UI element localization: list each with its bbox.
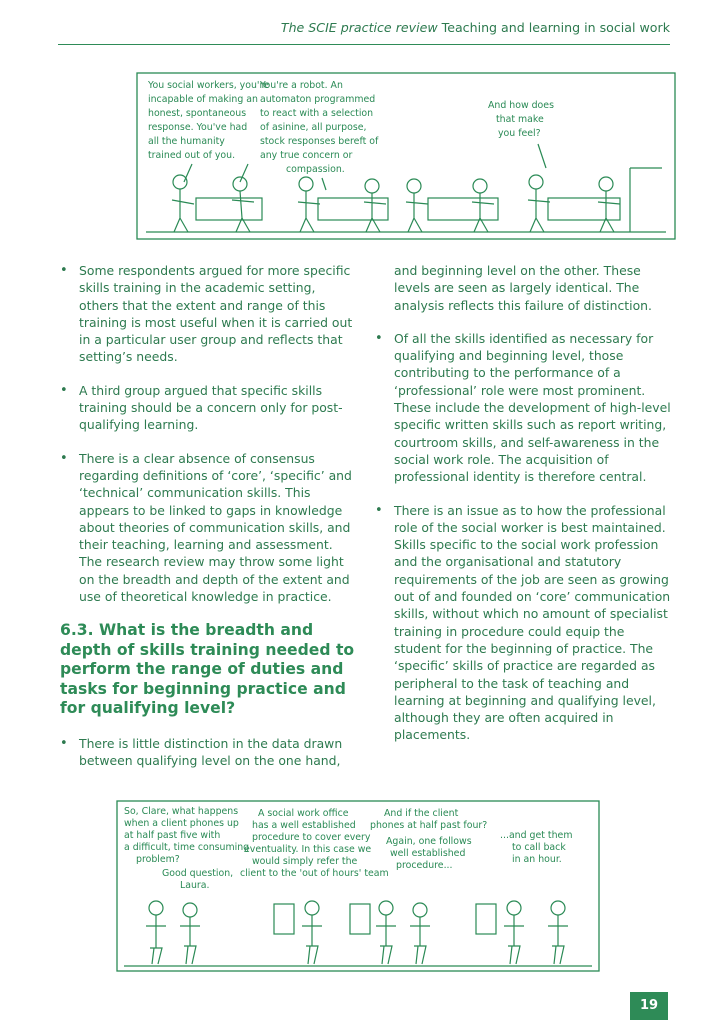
page-number: 19 bbox=[630, 992, 668, 1020]
bubble-line: Laura. bbox=[180, 880, 210, 891]
bullet-icon: • bbox=[375, 330, 383, 346]
bubble-line: Good question, bbox=[162, 868, 234, 879]
bubble-line: And if the client bbox=[384, 808, 459, 819]
bubble-line: you feel? bbox=[498, 128, 541, 139]
left-column bbox=[60, 262, 358, 785]
header-title: Teaching and learning in social work bbox=[441, 20, 670, 35]
bubble-line: stock responses bereft of bbox=[260, 136, 379, 147]
list-item bbox=[60, 735, 358, 770]
list-item bbox=[60, 382, 358, 434]
bubble-line: trained out of you. bbox=[148, 150, 236, 161]
bullet-text: There is little distinction in the data drawn between qualifying level on the one hand, bbox=[79, 735, 343, 769]
bubble-line: has a well established bbox=[252, 820, 356, 831]
bubble-line: You social workers, you're bbox=[148, 80, 269, 91]
bubble-line: A social work office bbox=[258, 808, 349, 819]
bullet-icon: • bbox=[60, 263, 68, 278]
bubble-line: honest, spontaneous bbox=[148, 108, 247, 119]
bubble-line: response. You've had bbox=[148, 122, 248, 133]
cartoon-bottom-bubble2 bbox=[162, 868, 236, 891]
cartoon-top-illustration bbox=[136, 72, 676, 240]
running-header bbox=[58, 14, 670, 45]
bubble-line: client to the 'out of hours' team bbox=[240, 868, 389, 879]
list-item-continuation bbox=[375, 262, 673, 314]
bubble-line: ...and get them bbox=[500, 830, 573, 841]
list-item bbox=[60, 450, 358, 606]
bubble-line: any true concern or bbox=[260, 150, 353, 161]
bubble-line: And how does bbox=[488, 100, 554, 111]
cartoon-top-bubble2 bbox=[259, 80, 381, 175]
bubble-line: that make bbox=[496, 114, 544, 125]
cartoon-bottom-bubble3 bbox=[240, 808, 389, 879]
bubble-line: problem? bbox=[136, 854, 180, 865]
cartoon-bottom-bubble6 bbox=[500, 830, 575, 865]
bubble-line: procedure... bbox=[396, 860, 453, 871]
bubble-line: to react with a selection bbox=[260, 108, 374, 119]
bubble-line: incapable of making an bbox=[148, 94, 258, 105]
bubble-line: automaton programmed bbox=[260, 94, 376, 105]
bullet-icon: • bbox=[60, 735, 68, 751]
bullet-icon: • bbox=[60, 382, 68, 398]
bubble-line: well established bbox=[390, 848, 466, 859]
left-bullet-list-2 bbox=[60, 735, 358, 770]
cartoon-bottom-bubble5 bbox=[386, 836, 475, 871]
continuation-text: and beginning level on the other. These levels are seen as largely identical. The analysis reflects this failure of distinction. bbox=[394, 263, 652, 313]
bubble-line: eventuality. In this case we bbox=[244, 844, 372, 855]
bubble-line: to call back bbox=[512, 842, 566, 853]
cartoon-top-bubble3 bbox=[488, 100, 557, 139]
bubble-line: in an hour. bbox=[512, 854, 562, 865]
bubble-line: of asinine, all purpose, bbox=[260, 122, 367, 133]
list-item bbox=[375, 330, 673, 486]
bullet-text: A third group argued that specific skills training should be a concern only for post-qualifying learning. bbox=[79, 382, 343, 433]
cartoon-bottom-bubble4 bbox=[370, 808, 487, 831]
bubble-line: You're a robot. An bbox=[260, 80, 343, 91]
list-item bbox=[60, 262, 358, 366]
right-column bbox=[375, 262, 673, 760]
left-bullet-list bbox=[60, 262, 358, 605]
bubble-line: procedure to cover every bbox=[252, 832, 371, 843]
bubble-line: So, Clare, what happens bbox=[124, 806, 239, 817]
section-heading: 6.3. What is the breadth and depth of skills training needed to perform the range of duties and tasks for beginning practice and for qualifying level? bbox=[60, 621, 355, 718]
bubble-line: phones at half past four? bbox=[370, 820, 488, 831]
cartoon-bottom-figures bbox=[124, 901, 592, 966]
bubble-line: Again, one follows bbox=[386, 836, 472, 847]
bullet-icon: • bbox=[375, 502, 383, 518]
bubble-line: at half past five with bbox=[124, 830, 221, 841]
cartoon-bottom-illustration bbox=[116, 800, 600, 972]
bubble-line: would simply refer the bbox=[252, 856, 358, 867]
list-item bbox=[375, 502, 673, 744]
cartoon-bottom-bubble1 bbox=[124, 806, 252, 865]
bullet-text: Of all the skills identified as necessary for qualifying and beginning level, those contributing to the performance of a ‘professional’ role were most prominent. These include the development of high-level specific written skills such as report writing, courtroom skills, and self-awareness in the social work role. The acquisition of professional identity is therefore central. bbox=[394, 330, 671, 485]
right-bullet-list bbox=[375, 262, 673, 744]
header-text bbox=[281, 20, 670, 35]
bullet-text: There is an issue as to how the professional role of the social worker is best maintained. Skills specific to the social work profession and the organisational and statutory requirements of the job are seen as growing out of and founded on ‘core’ communication skills, without which no amount of specialist training in procedure could equip the student for the beginning of practice. The ‘specific’ skills of practice are regarded as peripheral to the task of teaching and learning at beginning and qualifying level, although they are often acquired in placements. bbox=[394, 502, 671, 743]
bubble-line: compassion. bbox=[286, 164, 345, 175]
bubble-line: a difficult, time consuming bbox=[124, 842, 250, 853]
bullet-icon: • bbox=[60, 450, 68, 466]
header-publication: The SCIE practice review bbox=[280, 20, 438, 35]
cartoon-bottom bbox=[116, 800, 600, 972]
bubble-line: all the humanity bbox=[148, 136, 225, 147]
bullet-text: Some respondents argued for more specific skills training in the academic setting, others that the extent and range of this training is most useful when it is carried out in a particular user group and reflects that setting’s needs. bbox=[79, 263, 353, 365]
bubble-line: when a client phones up bbox=[124, 818, 239, 829]
cartoon-top bbox=[136, 72, 676, 240]
cartoon-top-bubble1 bbox=[147, 80, 272, 161]
bullet-text: There is a clear absence of consensus regarding definitions of ‘core’, ‘specific’ and ‘technical’ communication skills. This appears to be linked to gaps in knowledge about theories of communication skills, and their teaching, learning and assessment. The research review may throw some light on the breadth and depth of the extent and use of theoretical knowledge in practice. bbox=[79, 450, 352, 605]
